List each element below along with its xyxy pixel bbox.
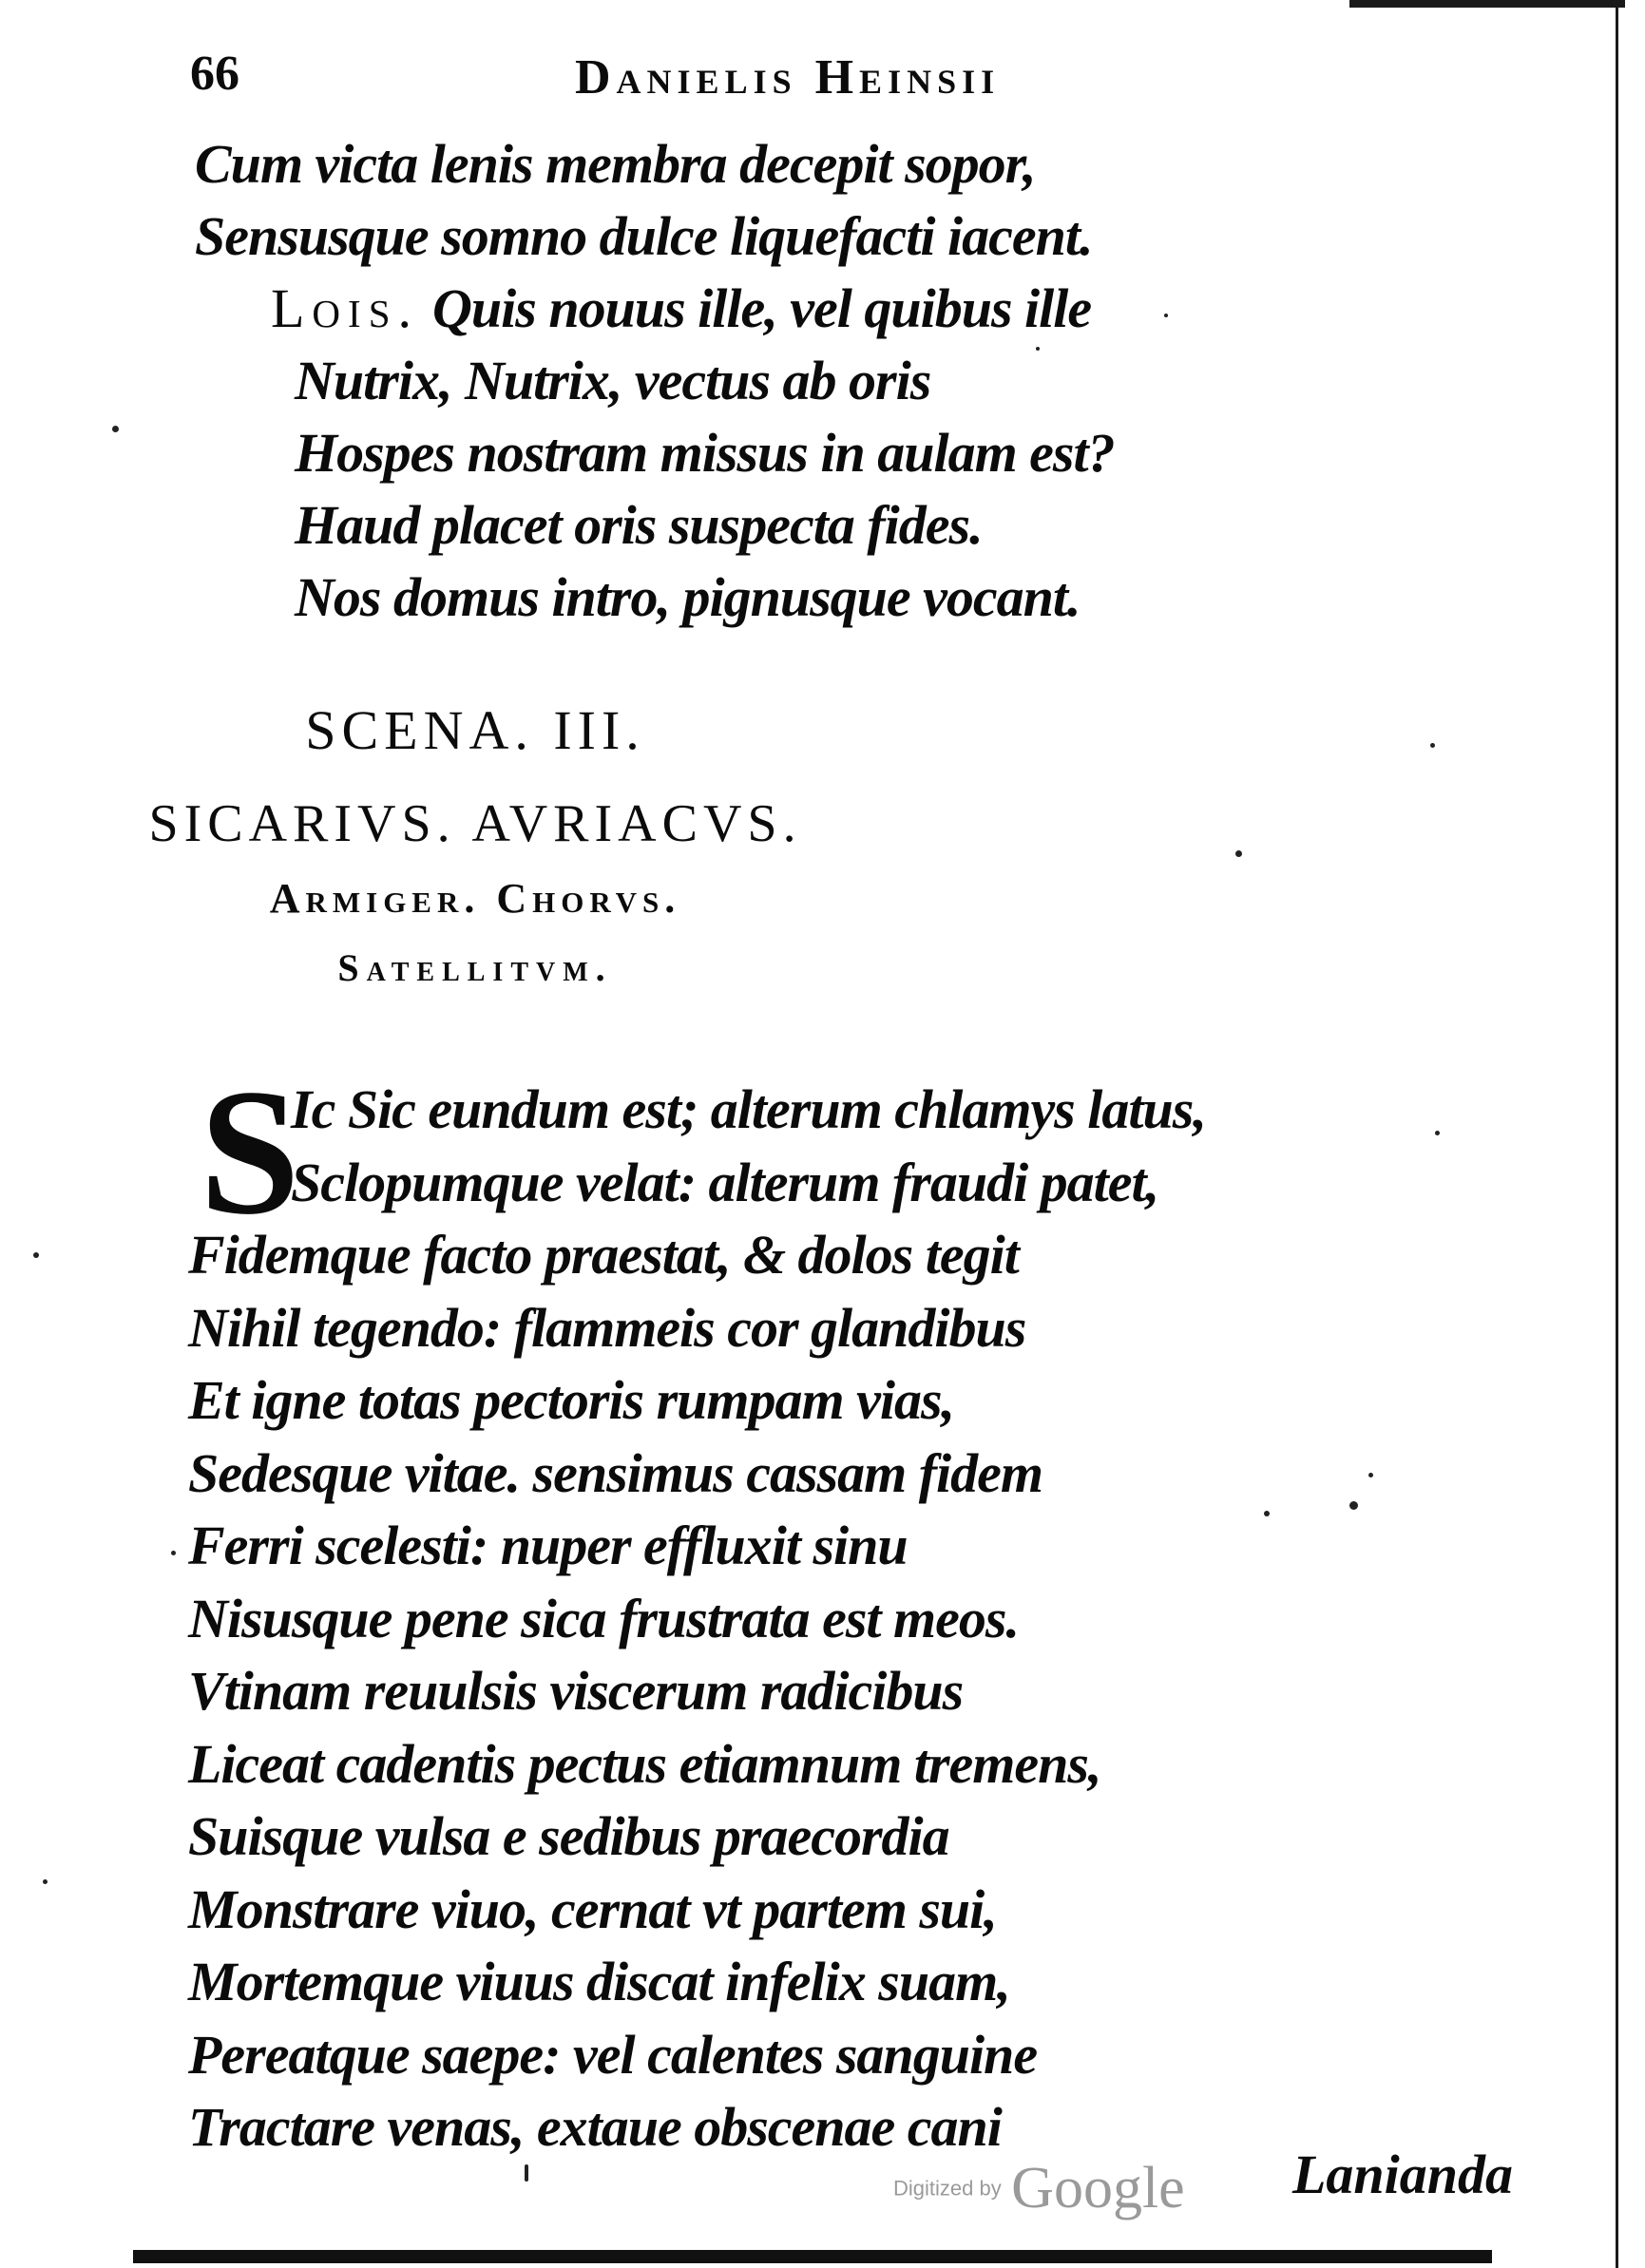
scan-speck: [1036, 347, 1040, 351]
scan-speck: [112, 426, 119, 432]
scan-speck: [171, 1551, 176, 1555]
verse-line: [195, 200, 1115, 273]
verse-line: [188, 2091, 1206, 2164]
verse-line-text: Sclopumque velat: alterum fraudi patet,: [291, 1151, 1159, 1213]
verse-line: [188, 1874, 1206, 1947]
verse-line: [188, 2019, 1206, 2092]
verse-line: [188, 1219, 1206, 1292]
verse-line-text: Nos domus intro, pignusque vocant.: [295, 566, 1081, 628]
running-head: Danielis Heinsii: [575, 50, 1001, 105]
verse-line: [291, 1074, 1206, 1147]
verse-line-text: Quis nouus ille, vel quibus ille: [432, 277, 1092, 339]
verse-line: [188, 1292, 1206, 1365]
verse-line: [188, 1364, 1206, 1438]
scan-speck: [1368, 1473, 1373, 1477]
scan-speck: [43, 1879, 48, 1884]
verse-line-text: Nisusque pene sica frustrata est meos.: [188, 1587, 1019, 1649]
verse-line: [291, 1147, 1206, 1220]
verse-line-text: Vtinam reuulsis viscerum radicibus: [188, 1660, 964, 1722]
verse-line-text: Haud placet oris suspecta fides.: [295, 494, 983, 556]
verse-line: [188, 1946, 1206, 2019]
scan-speck: [1349, 1501, 1358, 1510]
google-logo: Google: [1011, 2156, 1185, 2220]
verse-line-text: Ic Sic eundum est; alterum chlamys latus,: [291, 1078, 1206, 1140]
verse-line-text: Cum victa lenis membra decepit sopor,: [195, 133, 1036, 195]
scan-speck: [1235, 850, 1242, 857]
scan-speck: [1430, 743, 1435, 748]
verse-line-text: Mortemque viuus discat infelix suam,: [188, 1951, 1010, 2012]
scan-speck: [525, 2164, 528, 2182]
verse-line: [188, 1510, 1206, 1583]
verse-line-text: Ferri scelesti: nuper effluxit sinu: [188, 1515, 908, 1576]
digitized-watermark: [893, 2155, 1235, 2231]
scene-persons-line-3: Satellitvm.: [337, 946, 613, 989]
verse-line-text: Nutrix, Nutrix, vectus ab oris: [295, 350, 931, 411]
verse-line: [295, 489, 1115, 562]
verse-line-text: Et igne totas pectoris rumpam vias,: [188, 1369, 955, 1431]
page-header: [190, 46, 1140, 112]
page-edge-right: [1616, 0, 1618, 2268]
verse-line: [188, 1801, 1206, 1874]
scan-speck: [1164, 314, 1168, 317]
watermark-prefix: Digitized by: [893, 2176, 1002, 2201]
verse-line-text: Suisque vulsa e sedibus praecordia: [188, 1805, 949, 1867]
page-edge-top: [1349, 0, 1625, 8]
verse-line-text: Sedesque vitae. sensimus cassam fidem: [188, 1441, 1043, 1504]
speaker-label: Lois.: [271, 277, 419, 339]
verse-line-text: Tractare venas, extaue obscenae cani: [188, 2096, 1002, 2158]
verse-line-text: Hospes nostram missus in aulam est?: [295, 422, 1115, 484]
verse-line-text: Nihil tegendo: flammeis cor glandibus: [188, 1296, 1026, 1359]
page-number: 66: [190, 47, 239, 101]
verse-line-text: Pereatque saepe: vel calentes sanguine: [188, 2023, 1038, 2086]
verse-top-block: [195, 128, 1115, 634]
verse-line-text: Fidemque facto praestat, & dolos tegit: [188, 1224, 1019, 1286]
page-edge-bottom: [133, 2250, 1492, 2263]
drop-cap: S: [200, 1053, 300, 1252]
verse-main-block: [188, 1074, 1206, 2164]
verse-line: [295, 562, 1115, 634]
verse-line-text: Monstrare viuo, cernat vt partem sui,: [188, 1877, 997, 1940]
scene-title: SCENA. III.: [305, 699, 645, 761]
verse-line: [188, 1655, 1206, 1728]
verse-line: [188, 1728, 1206, 1801]
verse-line-text: Liceat cadentis pectus etiamnum tremens,: [188, 1732, 1101, 1795]
verse-line: [271, 273, 1115, 345]
verse-line-text: Sensusque somno dulce liquefacti iacent.: [195, 205, 1093, 267]
verse-line: [188, 1583, 1206, 1656]
scene-persons-line-2: Armiger. Chorvs.: [269, 875, 681, 922]
verse-line: [295, 417, 1115, 489]
catchword: Lanianda: [1292, 2144, 1514, 2205]
verse-line: [295, 345, 1115, 417]
scan-speck: [1435, 1131, 1440, 1135]
scan-speck: [1264, 1511, 1270, 1516]
verse-line: [195, 128, 1115, 200]
verse-line: [188, 1438, 1206, 1511]
scene-persons-line-1: SICARIVS. AVRIACVS.: [148, 794, 802, 853]
scan-speck: [33, 1252, 39, 1258]
